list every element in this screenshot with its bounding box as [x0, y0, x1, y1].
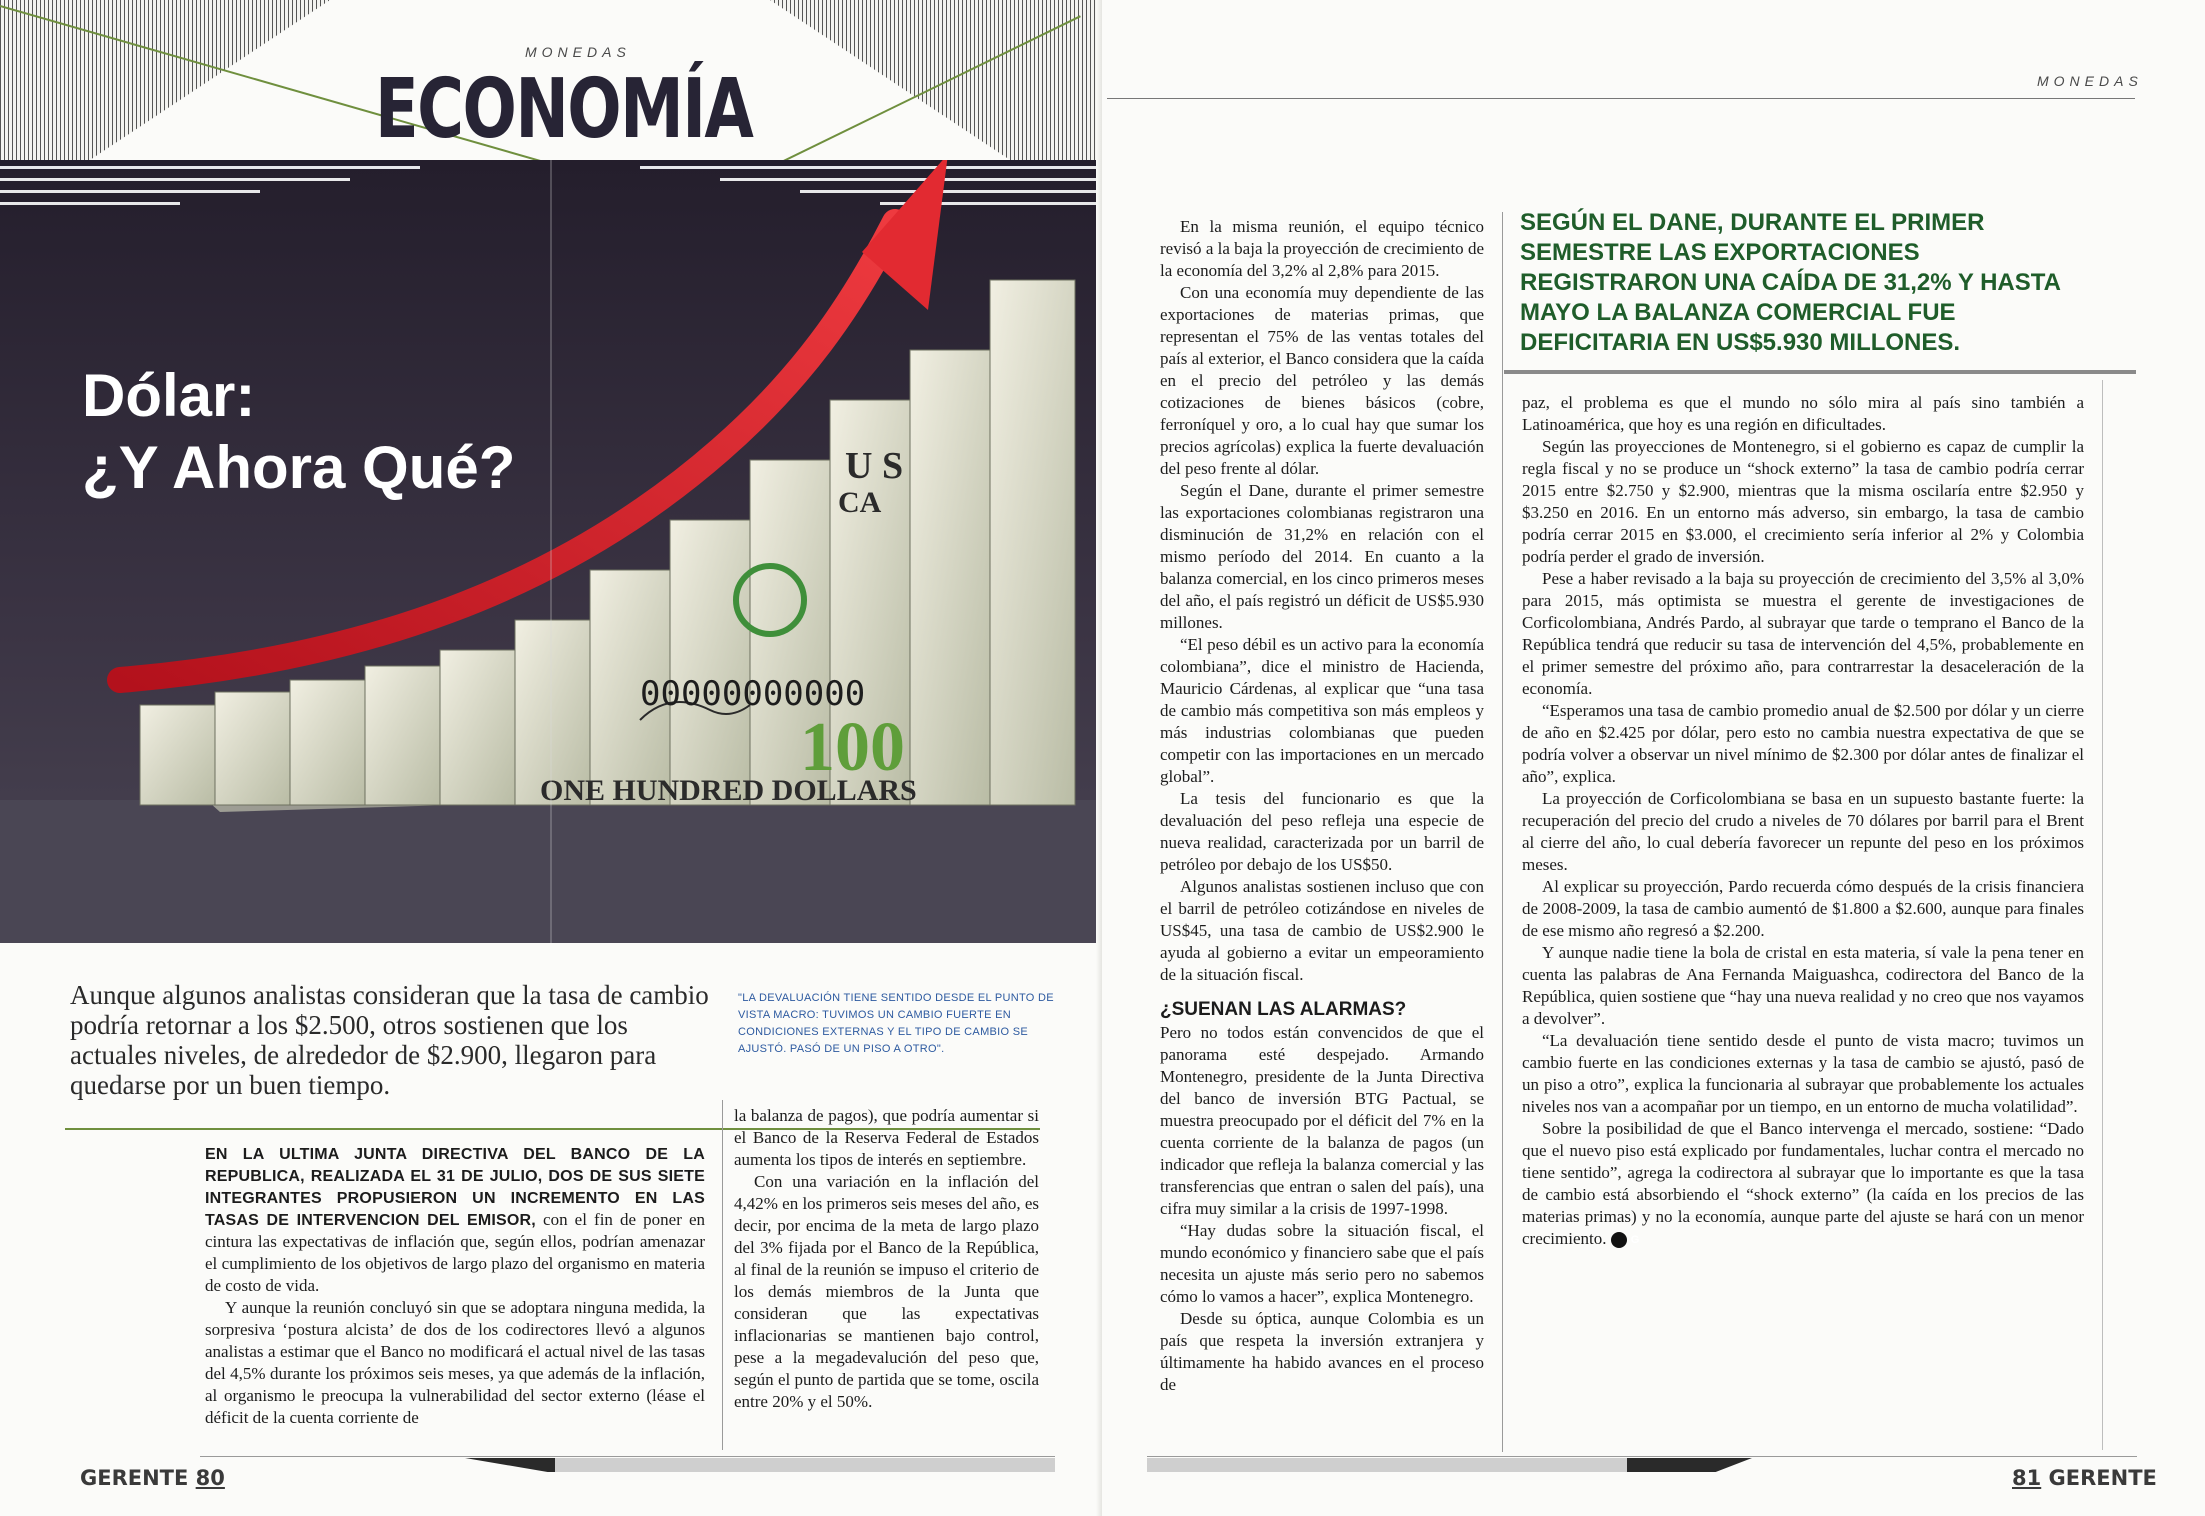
body-column-2 [734, 1105, 1039, 1413]
floor-reflection [0, 800, 1098, 943]
paragraph: Pero no todos están convencidos de que el panorama esté despejado. Armando Montenegro, presidente de la Junta Directiva del banco de inversión BTG Pactual, se muestra preocupado por el déficit del 7% en la cuenta corriente de la balanza de pagos (un indicador que refleja la balanza comercial y las transferencias que entran o salen del país), una cifra muy similar a la crisis de 1997-1998. [1160, 1023, 1484, 1218]
brand-name: GERENTE [2048, 1466, 2157, 1490]
end-mark-icon: G [1611, 1232, 1627, 1248]
column-divider [2102, 380, 2103, 1450]
section-title: ECONOMÍA [375, 62, 753, 157]
paragraph: “Esperamos una tasa de cambio promedio anual de $2.500 por dólar y un cierre de año en $2.425 por dólar, pero esto no cambia nuestra expectativa de que se podría volver a observar un nivel mínimo de $2.300 por dólar antes de finalizar el año”, explica. [1522, 701, 2084, 786]
paragraph: paz, el problema es que el mundo no sólo mira al país sino también a Latinoamérica, que hoy es una región en dificultades. [1522, 393, 2084, 434]
column-divider [722, 1100, 723, 1450]
hero-graphic [0, 160, 1098, 943]
bill-usa-text: CA [838, 486, 882, 519]
bill-banner: ONE HUNDRED DOLLARS [540, 774, 917, 807]
right-page [1102, 0, 2205, 1516]
headline-line-2: ¿Y Ahora Qué? [82, 434, 516, 501]
column-divider [1502, 212, 1503, 1452]
body-column-1 [205, 1143, 705, 1429]
paragraph: la balanza de pagos), que podría aumentar si el Banco de la Reserva Federal de Estados aumenta los tipos de interés en septiembre. [734, 1106, 1039, 1169]
paragraph: Algunos analistas sostienen incluso que con el barril de petróleo cotizándose en niveles de US$45, una tasa de cambio de US$2.900 le ayuda al gobierno a evitar un empeoramiento de la situación fiscal. [1160, 877, 1484, 984]
page-number: 81 [2012, 1466, 2042, 1490]
paragraph: Con una variación en la inflación del 4,42% en los primeros seis meses del año, es decir, por encima de la meta de largo plazo del 3% fijada por el Banco de la República, al final de la reunión se impuso el criterio de los demás miembros de la Junta que consideran que las expectativas inflacionarias se mantienen bajo control, pese a la megadevalución del peso que, según el punto de partida que se tome, oscila entre 20% y el 50%. [734, 1172, 1039, 1411]
paragraph: Y aunque nadie tiene la bola de cristal en esta materia, sí vale la pena tener en cuenta las palabras de Ana Fernanda Maiguashca, codirectora del Banco de la República, quien sostiene que “hay una nueva realidad y no creo que nos vayamos a devolver”. [1522, 943, 2084, 1028]
header-rule [1107, 98, 2135, 99]
footer-brand [80, 1466, 225, 1490]
body-column-1 [1160, 216, 1484, 1396]
paragraph: Según las proyecciones de Montenegro, si el gobierno es capaz de cumplir la regla fiscal y no se produce un “shock externo” la tasa de cambio podría cerrar 2015 entre $2.750 y $2.900, mientras que la misma oscilaría entre $2.950 y $3.250 en 2016. En un entorno más adverso, sin embargo, la tasa de cambio podría cerrar 2015 en $3.000, el crecimiento sería inferior al 2% y Colombia podría perder el grado de inversión. [1522, 437, 2084, 566]
page-number: 80 [195, 1466, 225, 1490]
subheading: ¿SUENAN LAS ALARMAS? [1160, 999, 1407, 1020]
paragraph: Y aunque la reunión concluyó sin que se adoptara ninguna medida, la sorpresiva ‘postura alcista’ de dos de los codirectores llevó a algunos analistas a estimar que el Banco no modificará el actual nivel de las tasas del 4,5% durante los próximos seis meses, ya que además de la inflación, al organismo le preocupa la vulnerabilidad del sector externo (léase el déficit de la cuenta corriente de [205, 1298, 705, 1427]
left-page [0, 0, 1102, 1516]
section-label: MONEDAS [2037, 73, 2143, 89]
paragraph: Pese a haber revisado a la baja su proyección de crecimiento del 3,5% al 3,0% para 2015, más optimista se muestra el gerente de investigaciones de Corficolombiana, Andrés Pardo, al subrayar que tarde o temprano el Banco de la República tendrá que reducir su tasa de intervención del 4,5%, probablemente en el primer semestre del próximo año, para contrarrestar la desaceleración de la economía. [1522, 569, 2084, 698]
paragraph: Según el Dane, durante el primer semestre las exportaciones colombianas registraron una disminución de 31,2% en relación con el mismo período del 2014. En cuanto a la balanza comercial, en los cinco primeros meses del año, el país registró un déficit de US$5.930 millones. [1160, 481, 1484, 632]
lead-in-caps: EN LA ULTIMA JUNTA DIRECTIVA DEL BANCO DE LA REPUBLICA, REALIZADA EL 31 DE JULIO, DOS DE SUS SIETE INTEGRANTES PROPUSIERON UN INCREMENTO EN LAS TASAS DE INTERVENCION DEL EMISOR, [205, 1146, 705, 1229]
paragraph: “La devaluación tiene sentido desde el punto de vista macro; tuvimos un cambio fuerte en las condiciones externas y la tasa de cambio se ajustó, pasó de un piso a otro”, explica la funcionaria al subrayar que probablemente los actuales niveles nos van a acompañar por un tiempo, en un entorno de mucha volatilidad”. [1522, 1031, 2084, 1116]
paragraph: La tesis del funcionario es que la devaluación del peso refleja una especie de nueva realidad, caracterizada por un barril de petróleo por debajo de los US$50. [1160, 789, 1484, 874]
pull-quote-left: "LA DEVALUACIÓN TIENE SENTIDO DESDE EL PUNTO DE VISTA MACRO: TUVIMOS UN CAMBIO FUERTE EN CONDICIONES EXTERNAS Y EL TIPO DE CAMBIO SE AJUSTÓ. PASÓ DE UN PISO A OTRO". [738, 992, 1054, 1055]
body-column-2 [1522, 392, 2084, 1250]
bill-denomination: 100 [800, 709, 905, 786]
footer-brand [2012, 1466, 2157, 1490]
bill-serial: 00000000000 [640, 674, 866, 714]
paragraph: “Hay dudas sobre la situación fiscal, el mundo económico y financiero sabe que el país necesita un ajuste más serio pero no sabemos cómo lo vamos a hacer”, explica Montenegro. [1160, 1221, 1484, 1306]
paragraph: Con una economía muy dependiente de las exportaciones de materias primas, que representan el 75% de las ventas totales del país al exterior, el Banco considera que la caída en el precio del petróleo y las demás cotizaciones de bienes básicos (cobre, ferroníquel y oro, a lo cual hay que sumar los precios agrícolas) explica la fuerte devaluación del peso frente al dólar. [1160, 283, 1484, 478]
brand-name: GERENTE [80, 1466, 189, 1490]
intro-deck: Aunque algunos analistas consideran que la tasa de cambio podría retornar a los $2.500, otros sostienen que los actuales niveles, de alrededor de $2.900, llegaron para quedarse por un buen tiempo. [70, 980, 709, 1100]
bill-usa-text: U S [845, 445, 904, 487]
lead-paragraph: con el fin de poner en cintura las expectativas de inflación que, según ellos, podrían amenazar el cumplimiento de los objetivos de largo plazo del organismo en materia de costo de vida. [205, 1210, 705, 1295]
headline-line-1: Dólar: [82, 362, 256, 429]
section-label: MONEDAS [525, 44, 631, 60]
pull-quote-right: SEGÚN EL DANE, DURANTE EL PRIMER SEMESTRE LAS EXPORTACIONES REGISTRARON UNA CAÍDA DE 31,2% Y HASTA MAYO LA BALANZA COMERCIAL FUE DEFICITARIA EN US$5.930 MILLONES. [1520, 209, 2061, 356]
footer-rule [200, 1456, 1055, 1457]
paragraph: Desde su óptica, aunque Colombia es un país que respeta la inversión extranjera y últimamente ha habido avances en el proceso de [1160, 1309, 1484, 1394]
paragraph [1522, 1118, 2084, 1250]
paragraph: “El peso débil es un activo para la economía colombiana”, dice el ministro de Hacienda, Mauricio Cárdenas, al explicar que “una tasa de cambio más competitiva son más empleos y más industrias colombianas que pueden competir con las importaciones en un mercado global”. [1160, 635, 1484, 786]
hero-headline [82, 360, 515, 504]
pull-quote-rule [1504, 370, 2136, 374]
footer-rule [1147, 1456, 2137, 1457]
hero-image [0, 160, 1098, 943]
paragraph: Al explicar su proyección, Pardo recuerda cómo después de la crisis financiera de 2008-2009, la tasa de cambio aumentó de $1.800 a $2.600, aunque para finales de ese mismo año regresó a $2.200. [1522, 877, 2084, 940]
paragraph: En la misma reunión, el equipo técnico revisó a la baja la proyección de crecimiento de la economía del 3,2% al 2,8% para 2015. [1160, 217, 1484, 280]
footer-band [1147, 1458, 1752, 1472]
last-paragraph-text: Sobre la posibilidad de que el Banco intervenga el mercado, sostiene: “Dado que el nuevo piso está explicado por fundamentales, luchar contra el mercado no tiene sentido”, agrega la codirectora al subrayar que lo importante es que la tasa de cambio está absorbiendo el “shock externo” (la caída en los precios de las materias primas) y no la economía, aunque parte del ajuste se hará con un menor crecimiento. [1522, 1119, 2084, 1248]
paragraph: La proyección de Corficolombiana se basa en un supuesto bastante fuerte: la recuperación del precio del crudo a niveles de 70 dólares por barril para el Brent al cierre del año, lo cual debería favorecer un repunte del peso en los próximos meses. [1522, 789, 2084, 874]
footer-band [465, 1458, 1055, 1472]
